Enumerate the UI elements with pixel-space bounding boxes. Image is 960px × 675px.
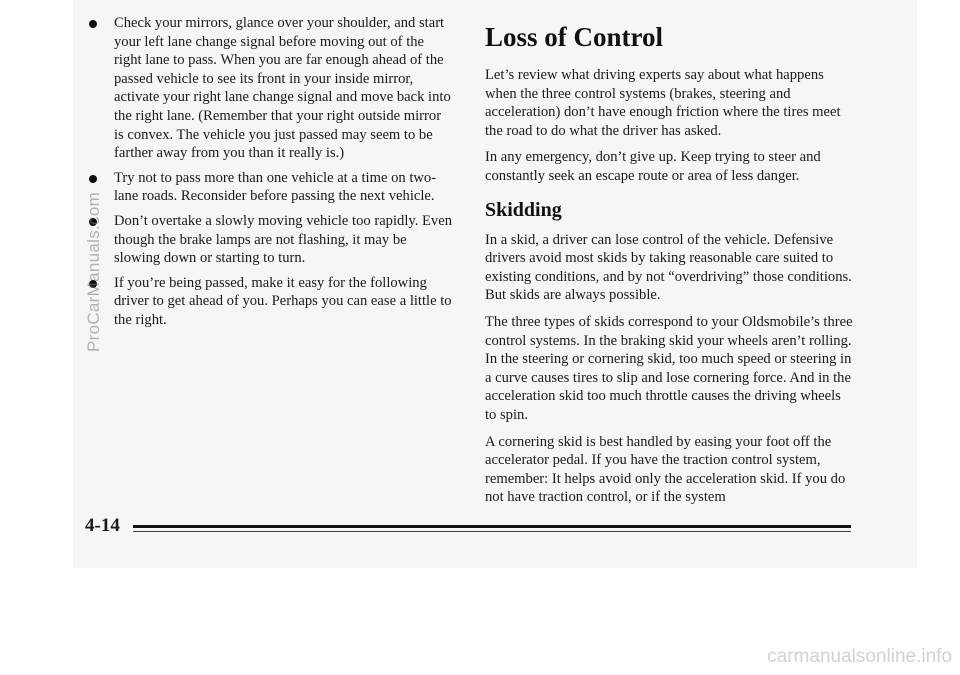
footer-rule-thin: [133, 531, 851, 532]
subsection-heading: Skidding: [485, 198, 562, 221]
right-column: [485, 14, 855, 515]
bullet-text: Check your mirrors, glance over your shoulder, and start your left lane change signal before moving out of the right lane to pass. When you are far enough ahead of the passed vehicle to see its front in your inside mirror, activate your right lane change signal and move back into the right lane. (Remember that your right outside mirror is convex. The vehicle you just passed may seem to be farther away from you than it really is.): [114, 15, 451, 162]
paragraph: In a skid, a driver can lose control of the vehicle. Defensive drivers avoid most skids by taking reasonable care suited to existing conditions, and by not “overdriving” those conditions. But skids are always possible.: [485, 231, 852, 304]
bullet-item: [94, 169, 454, 206]
side-watermark: ProCarManuals.com: [84, 191, 103, 352]
bottom-watermark: carmanualsonline.info: [767, 646, 952, 667]
paragraph: A cornering skid is best handled by easing your foot off the accelerator pedal. If you have the traction control system, remember: It helps avoid only the acceleration skid. If you do not have traction control, or if the system: [485, 433, 846, 506]
bullet-item: [94, 274, 454, 330]
bullet-item: [94, 212, 454, 268]
bullet-dot-icon: [89, 20, 97, 28]
left-column: [94, 14, 454, 336]
bullet-text: Try not to pass more than one vehicle at a time on two-lane roads. Reconsider before passing the next vehicle.: [114, 169, 437, 205]
page-number: 4-14: [85, 515, 120, 536]
section-heading: Loss of Control: [485, 22, 664, 52]
bullet-item: [94, 14, 454, 163]
footer-rule: [133, 525, 851, 528]
page-footer: [85, 515, 851, 537]
paragraph: Let’s review what driving experts say about what happens when the three control systems (brakes, steering and acceleration) don’t have enough friction where the tires meet the road to do what the driver has asked.: [485, 67, 841, 139]
bullet-dot-icon: [89, 175, 97, 183]
paragraph: The three types of skids correspond to your Oldsmobile’s three control systems. In the braking skid your wheels aren’t rolling. In the steering or cornering skid, too much speed or steering in a curve causes tires to slip and lose cornering force. And in the acceleration skid too much throttle causes the driving wheels to spin.: [485, 313, 853, 423]
bullet-text: If you’re being passed, make it easy for the following driver to get ahead of you. Perhaps you can ease a little to the right.: [114, 274, 452, 328]
bullet-text: Don’t overtake a slowly moving vehicle too rapidly. Even though the brake lamps are not flashing, it may be slowing down or starting to turn.: [114, 212, 453, 267]
paragraph: In any emergency, don’t give up. Keep trying to steer and constantly seek an escape route or area of less danger.: [485, 149, 821, 184]
